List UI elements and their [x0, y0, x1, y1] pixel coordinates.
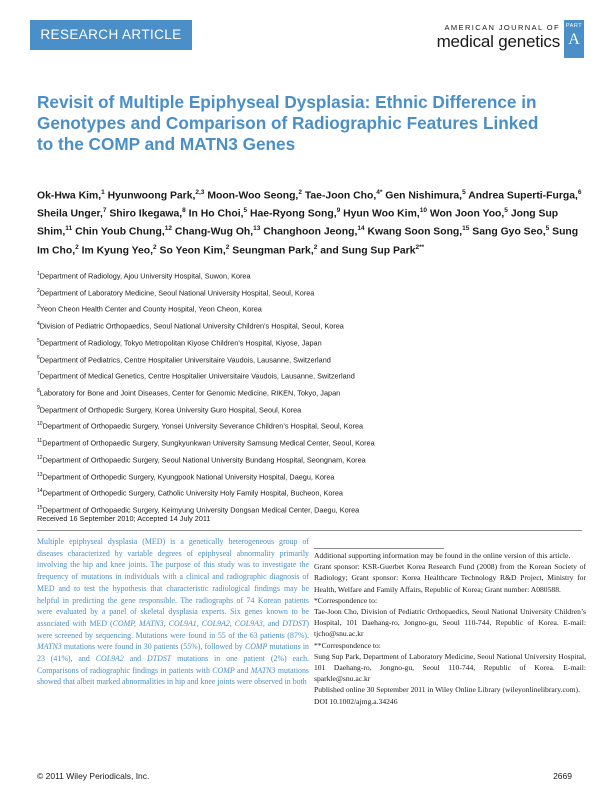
affiliation-number: 5	[37, 337, 40, 344]
author-name: Shiro Ikegawa,	[109, 208, 183, 220]
note-paragraph: Tae-Joon Cho, Division of Pediatric Orthopaedics, Seoul National University Children’s Hospital, 101 Daehang-ro, Jongno-gu, Seoul 110-744, Republic of Korea. E-mail: tjcho@snu.ac.kr	[314, 607, 586, 639]
author-name: Chang-Wug Oh,	[174, 226, 254, 238]
affiliation-list	[37, 267, 582, 518]
affiliation-text: Department of Orthopaedic Surgery, Yonsei University Severance Children’s Hospital, Seoul, Korea	[42, 421, 364, 431]
author-affiliation-mark: 1	[101, 189, 105, 196]
affiliation-text: Department of Orthopedic Surgery, Kyungpook National University Hospital, Daegu, Korea	[42, 472, 335, 482]
author-affiliation-mark: 9	[336, 207, 341, 215]
author-name: and Sung Sup Park	[320, 244, 416, 256]
author-affiliation-mark: 15	[462, 225, 470, 233]
author-affiliation-mark: 8	[182, 207, 186, 215]
affiliation-text: Department of Pediatrics, Centre Hospitalier Universitaire Vaudois, Lausanne, Switzerland	[39, 355, 331, 365]
copyright: © 2011 Wiley Periodicals, Inc.	[37, 771, 150, 781]
author-name: So Yeon Kim,	[159, 244, 226, 256]
affiliation-item	[37, 351, 582, 368]
author-affiliation-mark: 5	[545, 225, 550, 233]
affiliation-number: 3	[37, 304, 40, 311]
affiliation-number: 13	[37, 471, 43, 478]
author-affiliation-mark: 2	[75, 243, 79, 251]
affiliation-item	[37, 334, 582, 351]
affiliation-item	[37, 484, 582, 501]
author-affiliation-mark: 2,3	[195, 189, 205, 196]
author-name: Im Kyung Yeo,	[81, 244, 154, 256]
affiliation-item	[37, 401, 582, 418]
author-name: Seungman Park,	[232, 244, 314, 256]
affiliation-text: Department of Radiology, Ajou University Hospital, Suwon, Korea	[39, 271, 251, 281]
affiliation-text: Department of Orthopedic Surgery, Korea University Guro Hospital, Seoul, Korea	[39, 405, 302, 415]
author-affiliation-mark: 5	[504, 207, 508, 215]
article-type-banner	[30, 20, 192, 50]
affiliation-number: 7	[37, 371, 40, 378]
affiliation-number: 11	[37, 438, 43, 445]
note-paragraph: *Correspondence to:	[314, 595, 378, 605]
affiliation-number: 12	[37, 454, 43, 461]
author-name: Moon-Woo Seong,	[207, 190, 299, 202]
author-affiliation-mark: 4*	[376, 189, 383, 196]
received-dates: Received 16 September 2010; Accepted 14 July 2011	[37, 514, 211, 523]
footnote-rule	[314, 548, 444, 549]
author-affiliation-mark: 2	[313, 243, 318, 251]
journal-logo	[374, 20, 584, 54]
affiliation-item	[37, 267, 582, 284]
author-affiliation-mark: 5	[243, 207, 248, 215]
affiliation-item	[37, 384, 582, 401]
affiliation-text: Laboratory for Bone and Joint Diseases, Center for Genomic Medicine, RIKEN, Tokyo, Japan	[39, 388, 341, 398]
affiliation-text: Department of Laboratory Medicine, Seoul National University Hospital, Seoul, Korea	[39, 288, 315, 298]
author-name: Kwang Soon Song,	[367, 226, 463, 238]
author-affiliation-mark: 5	[462, 189, 466, 196]
part-label: PART	[565, 23, 583, 29]
author-affiliation-mark: 2	[225, 243, 230, 251]
affiliation-item	[37, 451, 582, 468]
divider	[37, 530, 582, 531]
affiliation-item	[37, 284, 582, 301]
affiliation-number: 2	[37, 287, 40, 294]
author-list	[37, 186, 582, 259]
note-paragraph: Published online 30 September 2011 in Wiley Online Library (wileyonlinelibrary.com).	[314, 685, 580, 695]
affiliation-item	[37, 417, 582, 434]
affiliation-number: 15	[37, 505, 43, 512]
affiliation-text: Department of Orthopaedic Surgery, Seoul National University Bundang Hospital, Seongnam, Korea	[42, 455, 366, 465]
author-name: Tae-Joon Cho,	[304, 190, 377, 202]
part-letter: A	[568, 31, 580, 48]
affiliation-number: 8	[37, 388, 40, 395]
affiliation-number: 6	[37, 354, 40, 361]
affiliation-item	[37, 434, 582, 451]
note-paragraph: Sung Sup Park, Department of Laboratory Medicine, Seoul National University Hospital, 101 Daehang-ro, Jongno-gu, Seoul 110-744, Republic of Korea. E-mail: sparkle@snu.ac.kr	[314, 651, 586, 684]
article-notes	[314, 550, 586, 707]
author-affiliation-mark: 14	[357, 225, 365, 233]
author-name: Sang Gyo Seo,	[472, 226, 546, 238]
affiliation-number: 10	[37, 421, 43, 428]
author-name: Ok-Hwa Kim,	[37, 190, 102, 202]
author-name: Gen Nishimura,	[385, 190, 463, 202]
author-name: Hae-Ryong Song,	[250, 208, 337, 220]
author-name: Jong Sup Shim,	[37, 208, 559, 238]
abstract: Multiple epiphyseal dysplasia (MED) is a genetically heterogeneous group of diseases characterized by variable degrees of epiphyseal abnormality primarily involving the hip and knee joints. The purpose of this study was to investigate the frequency of mutations in individuals with a clinical and radiographic diagnosis of MED and to test the hypothesis that characteristic radiological findings may be helpful in predicting the gene responsible. The radiographs of 74 Korean patients were evaluated by a panel of skeletal dysplasia experts. Six genes known to be associated with MED (COMP, MATN3, COL9A1, COL9A2, COL9A3, and DTDST) were screened by sequencing. Mutations were found in 55 of the 63 patients (87%). MATN3 mutations were found in 30 patients (55%), followed by COMP mutations in 23 (41%), and COL9A2 and DTDST mutations in one patient (2%) each. Comparisons of radiographic findings in patients with COMP and MATN3 mutations showed that albeit marked abnormalities in hip and knee joints were observed in both	[37, 537, 309, 687]
author-name: In Ho Choi,	[188, 208, 244, 220]
affiliation-number: 14	[37, 488, 43, 495]
affiliation-text: Department of Radiology, Tokyo Metropolitan Kiyose Children’s Hospital, Kiyose, Japan	[39, 338, 322, 348]
affiliation-item	[37, 367, 582, 384]
author-name: Sheila Unger,	[37, 208, 103, 220]
author-affiliation-mark: 7	[102, 207, 107, 215]
author-name: Hyun Woo Kim,	[343, 208, 420, 220]
affiliation-item	[37, 300, 582, 317]
author-affiliation-mark: 2	[153, 243, 157, 251]
affiliation-text: Department of Orthopedic Surgery, Catholic University Holy Family Hospital, Bucheon, Korea	[42, 488, 343, 498]
article-title: Revisit of Multiple Epiphyseal Dysplasia: Ethnic Difference in Genotypes and Comparison of Radiographic Features Linked to the COMP and MATN3 Genes	[37, 92, 539, 154]
author-affiliation-mark: 13	[253, 225, 261, 233]
affiliation-text: Division of Pediatric Orthopaedics, Seoul National University Children’s Hospital, Seoul, Korea	[39, 321, 344, 331]
affiliation-number: 4	[37, 321, 40, 328]
journal-name-top: AMERICAN JOURNAL OF	[444, 23, 560, 32]
author-name: Chin Youb Chung,	[75, 226, 165, 238]
author-name: Hyunwoong Park,	[107, 190, 196, 202]
page-number: 2669	[553, 771, 572, 781]
affiliation-number: 9	[37, 404, 40, 411]
note-paragraph: DOI 10.1002/ajmg.a.34246	[314, 696, 398, 706]
note-paragraph: **Correspondence to:	[314, 640, 381, 650]
note-paragraph: Additional supporting information may be found in the online version of this article.	[314, 551, 571, 560]
article-type-label: RESEARCH ARTICLE	[40, 27, 182, 42]
author-name: Changhoon Jeong,	[263, 226, 358, 238]
author-name: Won Joon Yoo,	[429, 208, 505, 220]
affiliation-item	[37, 317, 582, 334]
author-affiliation-mark: 10	[419, 207, 427, 215]
author-affiliation-mark: 2	[298, 189, 302, 196]
journal-name-main: medical genetics	[436, 32, 560, 51]
author-affiliation-mark: 12	[164, 225, 172, 233]
affiliation-text: Department of Orthopaedic Surgery, Sungkyunkwan University Samsung Medical Center, Seoul, Korea	[42, 438, 375, 448]
affiliation-item	[37, 468, 582, 485]
author-affiliation-mark: 2**	[415, 243, 425, 251]
affiliation-text: Yeon Cheon Health Center and County Hospital, Yeon Cheon, Korea	[39, 304, 262, 314]
affiliation-text: Department of Medical Genetics, Centre Hospitalier Universitaire Vaudois, Lausanne, Switzerland	[39, 371, 355, 381]
author-affiliation-mark: 11	[65, 225, 73, 233]
author-name: Andrea Superti-Furga,	[468, 190, 578, 202]
affiliation-number: 1	[37, 271, 40, 277]
affiliation-text: Department of Orthopaedic Surgery, Keimyung University Dongsan Medical Center, Daegu, Korea	[42, 505, 360, 515]
note-paragraph: Grant sponsor: KSR-Guerbet Korea Research Fund (2008) from the Korean Society of Radiology; Grant sponsor: Korea Healthcare Technology R&D Project, Ministry for Health, Welfare and Family Affairs, Republic of Korea; Grant number: A080588.	[314, 562, 586, 594]
author-name: Sung Im Cho,	[37, 226, 579, 256]
journal-part-badge	[564, 20, 584, 58]
author-affiliation-mark: 6	[577, 189, 582, 196]
